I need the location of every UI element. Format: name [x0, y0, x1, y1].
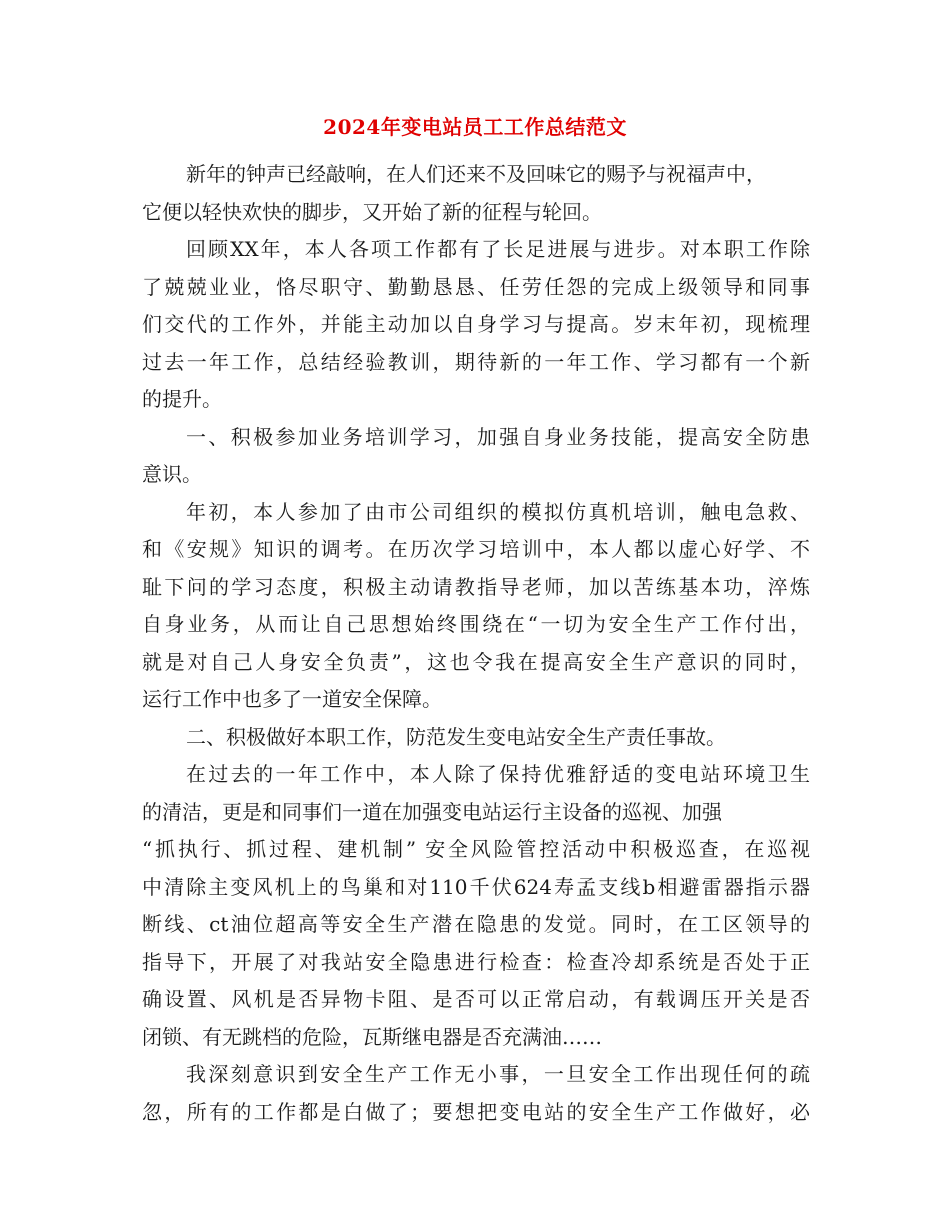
- text-line: 就是对自己人身安全负责”，这也令我在提高安全生产意识的同时，: [142, 649, 810, 674]
- section-heading-line: 一、积极参加业务培训学习，加强自身业务技能，提高安全防患: [186, 424, 810, 449]
- text-line: 它便以轻快欢快的脚步，又开始了新的征程与轮回。: [142, 199, 602, 224]
- text-line: 们交代的工作外，并能主动加以自身学习与提高。岁末年初，现梳理: [142, 312, 810, 336]
- text-line: 了兢兢业业，恪尽职守、勤勤恳恳、任劳任怨的完成上级领导和同事: [142, 274, 810, 299]
- section-heading-line: 意识。: [142, 462, 202, 486]
- text-line: 新年的钟声已经敲响，在人们还来不及回味它的赐予与祝福声中，: [186, 162, 766, 186]
- document-body: [142, 156, 810, 1131]
- text-line: 回顾XX年，本人各项工作都有了长足进展与进步。对本职工作除: [186, 237, 810, 261]
- text-line: 断线、ct油位超高等安全生产潜在隐患的发觉。同时，在工区领导的: [142, 912, 810, 936]
- text-line: 闭锁、有无跳档的危险，瓦斯继电器是否充满油……: [142, 1024, 602, 1049]
- text-line: “抓执行、抓过程、建机制” 安全风险管控活动中积极巡查，在巡视: [142, 837, 810, 861]
- document-title: 2024年变电站员工工作总结范文: [323, 115, 627, 139]
- text-line: 的清洁，更是和同事们一道在加强变电站运行主设备的巡视、加强: [142, 799, 722, 824]
- text-line: 中清除主变风机上的鸟巢和对110千伏624寿孟支线b相避雷器指示器: [142, 874, 810, 899]
- text-line: 自身业务，从而让自己思想始终围绕在“一切为安全生产工作付出，: [142, 612, 810, 636]
- text-line: 的提升。: [142, 387, 222, 411]
- text-line: 耻下问的学习态度，积极主动请教指导老师，加以苦练基本功，淬炼: [142, 574, 810, 599]
- text-line: 运行工作中也多了一道安全保障。: [142, 687, 442, 711]
- section-heading-line: 二、积极做好本职工作，防范发生变电站安全生产责任事故。: [186, 724, 726, 749]
- text-line: 和《安规》知识的调考。在历次学习培训中，本人都以虚心好学、不: [142, 537, 810, 561]
- text-line: 我深刻意识到安全生产工作无小事，一旦安全工作出现任何的疏: [186, 1062, 810, 1086]
- text-line: 年初，本人参加了由市公司组织的模拟仿真机培训，触电急救、: [186, 499, 810, 524]
- text-line: 在过去的一年工作中，本人除了保持优雅舒适的变电站环境卫生: [186, 762, 810, 786]
- text-line: 忽，所有的工作都是白做了；要想把变电站的安全生产工作做好，必: [142, 1099, 810, 1124]
- text-line: 指导下，开展了对我站安全隐患进行检查：检查冷却系统是否处于正: [142, 949, 810, 974]
- text-line: 确设置、风机是否异物卡阻、是否可以正常启动，有载调压开关是否: [142, 987, 810, 1011]
- text-line: 过去一年工作，总结经验教训，期待新的一年工作、学习都有一个新: [142, 349, 810, 374]
